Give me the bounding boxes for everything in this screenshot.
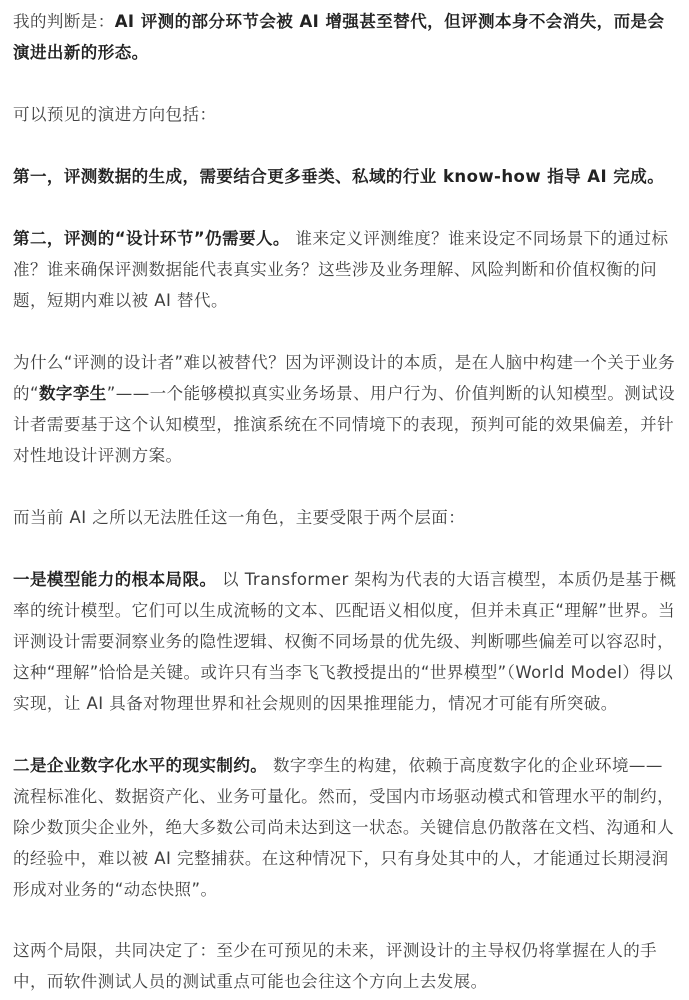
digitalization-limit-bold-text: 二是企业数字化水平的现实制约。: [13, 756, 268, 775]
paragraph-model-limit: [13, 564, 677, 719]
judgment-lead-text: 我的判断是：: [13, 12, 115, 31]
first-direction-bold-text: 第一，评测数据的生成，需要结合更多垂类、私域的行业 know-how 指导 AI 完成。: [13, 167, 665, 186]
second-direction-body-text: 谁来定义评测维度？谁来设定不同场景下的通过标准？谁来确保评测数据能代表真实业务？这些涉及业务理解、风险判断和价值权衡的问题，短期内难以被 AI 替代。: [13, 229, 669, 310]
digitalization-limit-body-text: 数字孪生的构建，依赖于高度数字化的企业环境——流程标准化、数据资产化、业务可量化。然而，受国内市场驱动模式和管理水平的制约，除少数顶尖企业外，绝大多数公司尚未达到这一状态。关键信息仍散落在文档、沟通和人的经验中，难以被 AI 完整捕获。在这种情况下，只有身处其中的人，才能通过长期浸润形成对业务的“动态快照”。: [13, 756, 675, 899]
directions-intro-text: 可以预见的演进方向包括：: [13, 105, 217, 124]
paragraph-directions-intro: [13, 99, 677, 130]
paragraph-second-direction: [13, 223, 677, 316]
conclusion-text: 这两个局限，共同决定了：至少在可预见的未来，评测设计的主导权仍将掌握在人的手中，而软件测试人员的测试重点可能也会往这个方向上去发展。: [13, 941, 658, 991]
digital-twin-bold-text: 数字孪生: [38, 384, 107, 403]
paragraph-digitalization-limit: [13, 750, 677, 905]
limits-intro-text: 而当前 AI 之所以无法胜任这一角色，主要受限于两个层面：: [13, 508, 466, 527]
model-limit-body-text: 以 Transformer 架构为代表的大语言模型，本质仍是基于概率的统计模型。它们可以生成流畅的文本、匹配语义相似度，但并未真正“理解”世界。当评测设计需要洞察业务的隐性逻辑、权衡不同场景的优先级、判断哪些偏差可以容忍时，这种“理解”恰恰是关键。或许只有当李飞飞教授提出的“世界模型”（World Model）得以实现，让 AI 具备对物理世界和社会规则的因果推理能力，情况才可能有所突破。: [13, 570, 677, 713]
digital-twin-body-text: ”——一个能够模拟真实业务场景、用户行为、价值判断的认知模型。测试设计者需要基于这个认知模型，推演系统在不同情境下的表现，预判可能的效果偏差，并针对性地设计评测方案。: [13, 384, 676, 465]
paragraph-limits-intro: [13, 502, 677, 533]
paragraph-digital-twin: [13, 347, 677, 471]
paragraph-judgment: [13, 6, 677, 68]
paragraph-conclusion: [13, 935, 677, 997]
digital-twin-lead-text: 为什么“评测的设计者”难以被替代？因为评测设计的本质，是在人脑中构建一个关于业务的“: [13, 353, 676, 403]
judgment-bold-text: AI 评测的部分环节会被 AI 增强甚至替代，但评测本身不会消失，而是会演进出新的形态。: [13, 12, 665, 62]
second-direction-bold-text: 第二，评测的“设计环节”仍需要人。: [13, 229, 290, 248]
model-limit-bold-text: 一是模型能力的根本局限。: [13, 570, 217, 589]
paragraph-first-direction: [13, 161, 677, 192]
